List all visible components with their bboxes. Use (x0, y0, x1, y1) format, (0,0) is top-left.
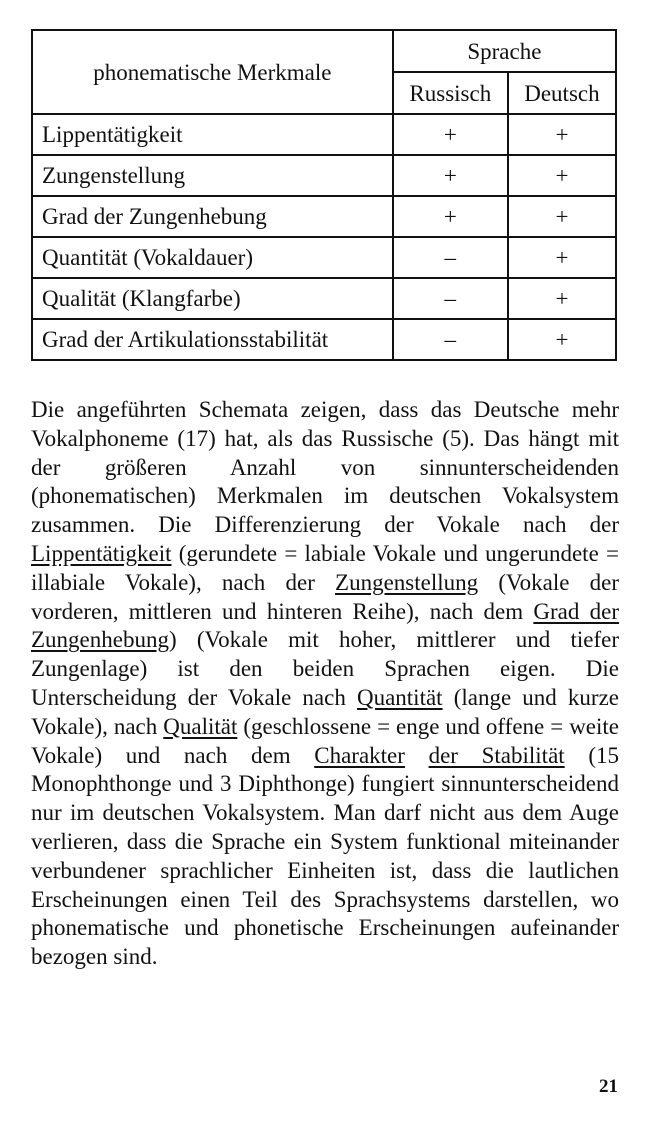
deutsch-cell: + (508, 237, 616, 278)
header-language: Sprache (393, 30, 616, 72)
russisch-cell: – (393, 278, 508, 319)
text-run (405, 743, 429, 768)
deutsch-cell: + (508, 114, 616, 155)
russisch-cell: – (393, 237, 508, 278)
table-row (32, 155, 616, 196)
russisch-cell: – (393, 319, 508, 360)
deutsch-cell: + (508, 319, 616, 360)
deutsch-cell: + (508, 155, 616, 196)
underlined-term: der Stabilität (428, 742, 565, 768)
feature-cell: Qualität (Klangfarbe) (32, 278, 393, 319)
russisch-cell: + (393, 155, 508, 196)
text-run: (15 Monophthonge und 3 Diphthonge) fungiert sinnunterscheidend nur im deutschen Vokalsystem. Man darf nicht aus dem Auge verlieren, dass die Sprache ein System funktional miteinander verbundener sprachlicher Einheiten ist, dass die lautlichen Erscheinungen einen Teil des Sprachsystems darstellen, wo phonematische und phonetische Erscheinungen aufeinander bezogen sind. (31, 742, 619, 970)
deutsch-cell: + (508, 196, 616, 237)
text-run: (geschlossene = enge und offene = weite Vokale) und nach dem (31, 713, 619, 768)
feature-cell: Quantität (Vokaldauer) (32, 237, 393, 278)
text-run: (lange und kurze Vokale), nach (31, 684, 619, 739)
table-row (32, 319, 616, 360)
table-row (32, 278, 616, 319)
russisch-cell: + (393, 196, 508, 237)
underlined-term: Grad der Zungenhebung (31, 598, 619, 653)
header-features: phonematische Merkmale (32, 30, 393, 114)
underlined-term: Zungenstellung (335, 569, 479, 595)
text-run: Die angeführten Schemata zeigen, dass das Deutsche mehr Vokalphoneme (17) hat, als das Russische (5). Das hängt mit der größeren Anzahl von sinnunterscheidenden (phonematischen) Merkmalen im deutschen Vokalsystem zusammen. Die Differenzierung der Vokale nach der (31, 397, 619, 538)
header-russisch: Russisch (393, 72, 508, 114)
table-row (32, 114, 616, 155)
text-run: (Vokale der vorderen, mittleren und hinteren Reihe), nach dem (31, 569, 619, 624)
feature-cell: Zungenstellung (32, 155, 393, 196)
russisch-cell: + (393, 114, 508, 155)
feature-cell: Grad der Artikulationsstabilität (32, 319, 393, 360)
underlined-term: Charakter (314, 742, 405, 768)
page-number: 21 (599, 1076, 618, 1097)
body-paragraph (31, 396, 619, 972)
feature-cell: Lippentätigkeit (32, 114, 393, 155)
table-header-row (32, 30, 616, 72)
underlined-term: Lippentätigkeit (31, 540, 172, 566)
underlined-term: Quantität (356, 684, 443, 710)
feature-cell: Grad der Zungenhebung (32, 196, 393, 237)
deutsch-cell: + (508, 278, 616, 319)
table-row (32, 196, 616, 237)
text-run: ) (Vokale mit hoher, mittlerer und tiefer Zungenlage) ist den beiden Sprachen eigen. Die Unterscheidung der Vokale nach (31, 627, 619, 710)
phoneme-features-table (31, 29, 617, 361)
underlined-term: Qualität (163, 713, 238, 739)
header-deutsch: Deutsch (508, 72, 616, 114)
text-run: (gerundete = labiale Vokale und ungerundete = illabiale Vokale), nach der (31, 540, 619, 595)
table-row (32, 237, 616, 278)
